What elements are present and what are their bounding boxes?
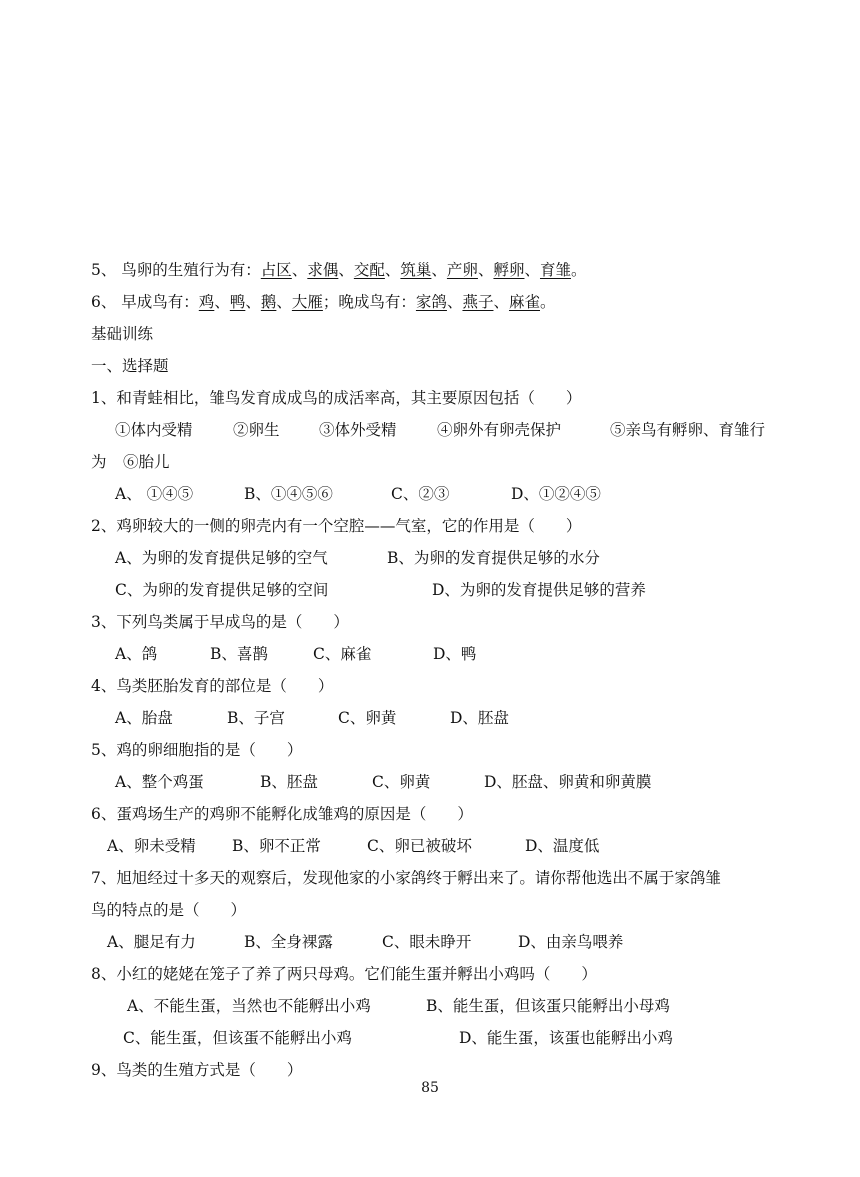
behavior-item: 孵卵 — [493, 261, 525, 279]
option-a: A、整个鸡蛋 — [115, 773, 204, 791]
late-bird-item: 家鸽 — [415, 293, 447, 311]
option-b: B、①④⑤⑥ — [244, 485, 333, 503]
option-row — [115, 708, 790, 728]
fact-line-5: 5、 鸟卵的生殖行为有：占区、求偶、交配、筑巢、产卵、孵卵、育雏。 — [91, 261, 587, 279]
option-d: D、为卵的发育提供足够的营养 — [432, 581, 646, 599]
page-number: 85 — [421, 1080, 439, 1096]
option-row — [115, 548, 790, 568]
choice-item: ④卵外有卵壳保护 — [437, 421, 562, 439]
part-title: 一、选择题 — [91, 357, 169, 375]
early-bird-item: 大雁 — [291, 293, 323, 311]
question-stem: 6、蛋鸡场生产的鸡卵不能孵化成雏鸡的原因是（ ） — [91, 805, 473, 823]
option-c: C、②③ — [391, 485, 450, 503]
option-d: D、温度低 — [525, 837, 600, 855]
option-row — [115, 644, 790, 664]
choice-list-continued — [91, 452, 790, 472]
fact-line-6: 6、 早成鸟有：鸡、鸭、鹅、大雁；晚成鸟有：家鸽、燕子、麻雀。 — [91, 293, 556, 311]
option-d: D、鸭 — [433, 645, 477, 663]
option-b: B、全身裸露 — [244, 933, 333, 951]
option-c: C、为卵的发育提供足够的空间 — [115, 581, 329, 599]
choice-item: 为 — [91, 453, 107, 471]
question-stem: 7、旭旭经过十多天的观察后，发现他家的小家鸽终于孵出来了。请你帮他选出不属于家鸽雏 — [91, 869, 721, 887]
option-b: B、喜鹊 — [210, 645, 268, 663]
behavior-item: 交配 — [353, 261, 385, 279]
question-stem: 5、鸡的卵细胞指的是（ ） — [91, 741, 303, 759]
option-c: C、麻雀 — [313, 645, 372, 663]
option-a: A、胎盘 — [115, 709, 173, 727]
question-stem: 2、鸡卵较大的一侧的卵壳内有一个空腔——气室，它的作用是（ ） — [91, 517, 582, 535]
option-c: C、眼未睁开 — [382, 933, 472, 951]
option-d: D、胚盘、卵黄和卵黄膜 — [484, 773, 652, 791]
option-a: A、为卵的发育提供足够的空气 — [115, 549, 328, 567]
option-row — [115, 484, 790, 504]
question-stem: 8、小红的姥姥在笼子了养了两只母鸡。它们能生蛋并孵出小鸡吗（ ） — [91, 965, 597, 983]
option-row — [107, 836, 790, 856]
option-row — [127, 996, 790, 1016]
choice-item: ③体外受精 — [319, 421, 397, 439]
choice-item: ②卵生 — [233, 421, 280, 439]
option-row — [115, 580, 790, 600]
option-d: D、胚盘 — [450, 709, 509, 727]
question-stem-continued: 鸟的特点的是（ ） — [91, 901, 247, 919]
option-c: C、卵黄 — [372, 773, 431, 791]
question-stem: 4、鸟类胚胎发育的部位是（ ） — [91, 677, 334, 695]
option-c: C、卵已被破坏 — [367, 837, 472, 855]
option-b: B、能生蛋，但该蛋只能孵出小母鸡 — [426, 997, 670, 1015]
option-row — [123, 1028, 790, 1048]
option-a: A、卵未受精 — [107, 837, 196, 855]
behavior-item: 占区 — [260, 261, 292, 279]
late-bird-item: 燕子 — [462, 293, 494, 311]
option-row — [115, 772, 790, 792]
choice-item: ⑥胎儿 — [123, 453, 170, 471]
option-a: A、不能生蛋，当然也不能孵出小鸡 — [127, 997, 371, 1015]
option-row — [107, 932, 790, 952]
behavior-item: 育雏 — [539, 261, 571, 279]
question-stem: 1、和青蛙相比，雏鸟发育成成鸟的成活率高，其主要原因包括（ ） — [91, 389, 582, 407]
option-b: B、卵不正常 — [232, 837, 321, 855]
behavior-item: 筑巢 — [400, 261, 432, 279]
behavior-item: 产卵 — [446, 261, 478, 279]
behavior-item: 求偶 — [307, 261, 339, 279]
option-c: C、卵黄 — [338, 709, 397, 727]
option-b: B、胚盘 — [260, 773, 318, 791]
option-b: B、为卵的发育提供足够的水分 — [387, 549, 600, 567]
question-stem: 9、鸟类的生殖方式是（ ） — [91, 1061, 303, 1079]
choice-item: ①体内受精 — [115, 421, 193, 439]
option-a: A、 ①④⑤ — [115, 485, 194, 503]
section-title: 基础训练 — [91, 325, 154, 343]
late-bird-item: 麻雀 — [508, 293, 540, 311]
question-stem: 3、下列鸟类属于早成鸟的是（ ） — [91, 613, 349, 631]
option-d: D、由亲鸟喂养 — [518, 933, 624, 951]
early-bird-item: 鹅 — [260, 293, 277, 311]
choice-item: ⑤亲鸟有孵卵、育雏行 — [610, 421, 766, 439]
option-d: D、能生蛋，该蛋也能孵出小鸡 — [459, 1029, 673, 1047]
choice-list — [115, 420, 790, 440]
option-b: B、子宫 — [227, 709, 285, 727]
option-a: A、腿足有力 — [107, 933, 196, 951]
option-c: C、能生蛋，但该蛋不能孵出小鸡 — [123, 1029, 352, 1047]
option-a: A、鸽 — [115, 645, 158, 663]
early-bird-item: 鸡 — [198, 293, 215, 311]
early-bird-item: 鸭 — [229, 293, 246, 311]
option-d: D、①②④⑤ — [511, 485, 601, 503]
